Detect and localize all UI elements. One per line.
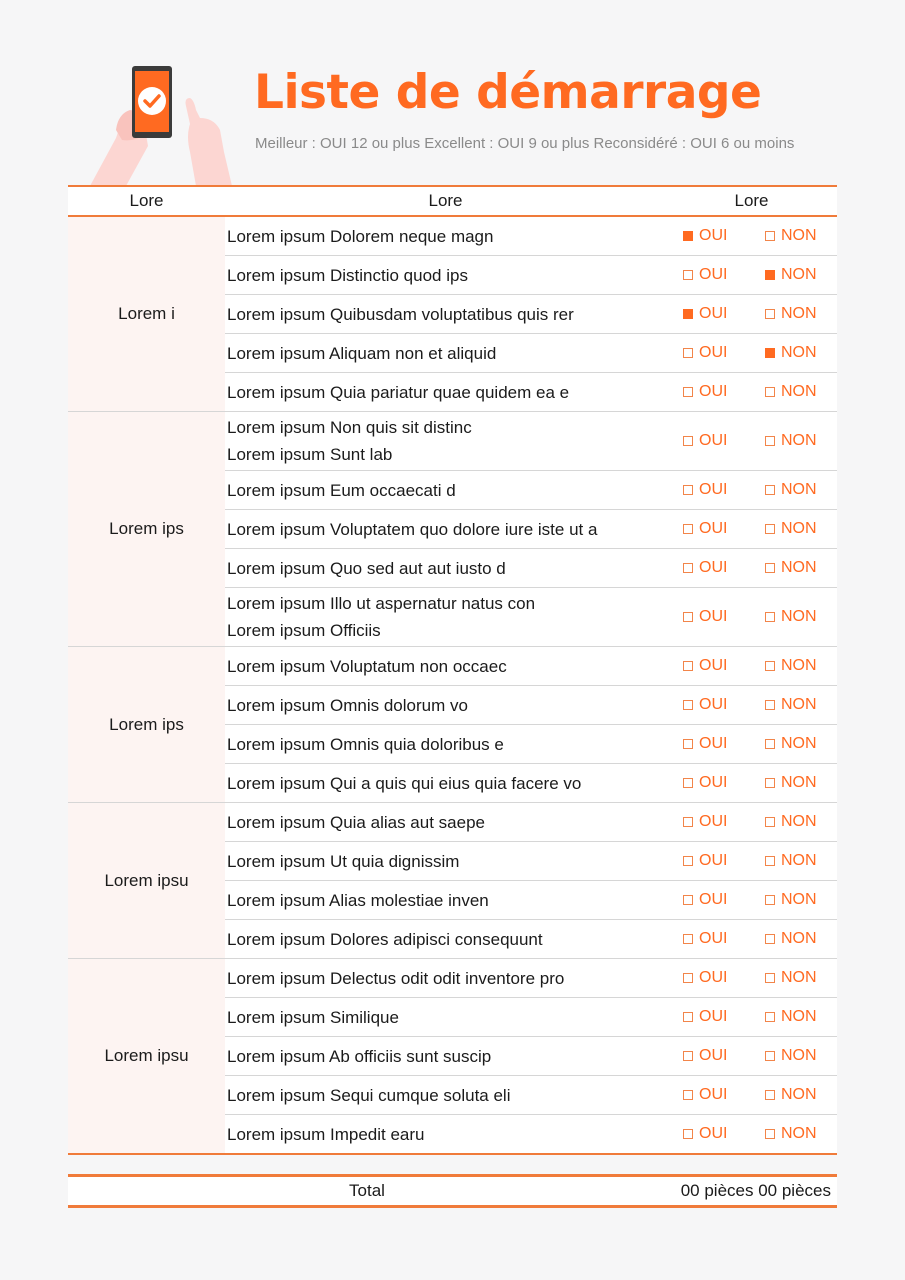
item-line: Lorem ipsum Qui a quis qui eius quia facere vo [227,773,582,793]
item-text [225,764,666,802]
category-label: Lorem i [68,217,225,411]
non-checkbox[interactable] [765,305,817,323]
oui-checkbox[interactable] [683,344,765,362]
item-text [225,803,666,841]
non-checkbox[interactable] [765,891,817,909]
unchecked-box-icon[interactable] [765,1051,775,1061]
table-row [225,256,837,295]
table-body [68,217,837,1155]
scoring-legend: Meilleur : OUI 12 ou plus Excellent : OUI 9 ou plus Reconsidéré : OUI 6 ou moins [255,135,795,152]
non-checkbox-label: NON [781,696,817,713]
item-line: Lorem ipsum Voluptatum non occaec [227,656,507,676]
non-checkbox[interactable] [765,1086,817,1104]
oui-checkbox[interactable] [683,559,765,577]
non-checkbox-label: NON [781,774,817,791]
table-row [225,920,837,958]
table-row [225,217,837,256]
checked-box-icon[interactable] [683,309,693,319]
item-line: Lorem ipsum Quia pariatur quae quidem ea e [227,382,570,402]
item-text [225,549,666,587]
unchecked-box-icon[interactable] [683,895,693,905]
unchecked-box-icon[interactable] [765,934,775,944]
item-text [225,881,666,919]
item-line: Lorem ipsum Aliquam non et aliquid [227,343,497,363]
non-checkbox-label: NON [781,1047,817,1064]
unchecked-box-icon[interactable] [683,661,693,671]
non-checkbox[interactable] [765,383,817,401]
item-line: Lorem ipsum Omnis dolorum vo [227,695,468,715]
item-line: Lorem ipsum Impedit earu [227,1124,425,1144]
unchecked-box-icon[interactable] [683,1129,693,1139]
item-text [225,998,666,1036]
non-checkbox-label: NON [781,969,817,986]
item-line: Lorem ipsum Non quis sit distinc [227,418,472,437]
non-checkbox-label: NON [781,266,817,283]
unchecked-box-icon[interactable] [683,387,693,397]
unchecked-box-icon[interactable] [765,231,775,241]
table-header [68,185,837,217]
non-checkbox[interactable] [765,227,817,245]
non-checkbox[interactable] [765,520,817,538]
table-row [225,1037,837,1076]
table-row [225,725,837,764]
non-checkbox-label: NON [781,344,817,361]
category-label: Lorem ips [68,412,225,646]
table-row [225,1115,837,1153]
oui-checkbox-label: OUI [699,696,728,713]
item-text [225,1037,666,1075]
oui-checkbox-label: OUI [699,1125,728,1142]
oui-checkbox[interactable] [683,227,765,245]
unchecked-box-icon[interactable] [683,973,693,983]
unchecked-box-icon[interactable] [765,700,775,710]
item-line: Lorem ipsum Voluptatem quo dolore iure iste ut a [227,519,598,539]
table-row [225,1076,837,1115]
category-label: Lorem ipsu [68,959,225,1153]
unchecked-box-icon[interactable] [765,973,775,983]
item-line: Lorem ipsum Distinctio quod ips [227,265,468,285]
table-row [225,334,837,373]
table-row [225,881,837,920]
oui-checkbox-label: OUI [699,481,728,498]
table-row [225,647,837,686]
oui-checkbox[interactable] [683,930,765,948]
unchecked-box-icon[interactable] [765,1129,775,1139]
unchecked-box-icon[interactable] [683,817,693,827]
item-text [225,920,666,958]
item-line: Lorem ipsum Quia alias aut saepe [227,812,485,832]
unchecked-box-icon[interactable] [683,856,693,866]
oui-checkbox-label: OUI [699,657,728,674]
oui-checkbox[interactable] [683,520,765,538]
non-checkbox[interactable] [765,774,817,792]
oui-checkbox-label: OUI [699,930,728,947]
unchecked-box-icon[interactable] [683,934,693,944]
non-checkbox-label: NON [781,227,817,244]
table-row [225,471,837,510]
unchecked-box-icon[interactable] [683,436,693,446]
oui-checkbox-label: OUI [699,1047,728,1064]
unchecked-box-icon[interactable] [765,436,775,446]
item-line: Lorem ipsum Sequi cumque soluta eli [227,1085,511,1105]
oui-checkbox-label: OUI [699,774,728,791]
oui-checkbox[interactable] [683,1008,765,1026]
non-checkbox-label: NON [781,735,817,752]
oui-checkbox[interactable] [683,608,765,626]
oui-checkbox[interactable] [683,891,765,909]
table-row [225,998,837,1037]
table-row [225,510,837,549]
checklist-table [68,185,837,1155]
unchecked-box-icon[interactable] [765,485,775,495]
unchecked-box-icon[interactable] [683,612,693,622]
category-group [68,959,837,1153]
item-line: Lorem ipsum Illo ut aspernatur natus con [227,594,536,613]
phone-check-icon [86,60,246,186]
oui-checkbox[interactable] [683,852,765,870]
item-text [225,217,666,255]
table-row [225,588,837,646]
item-text [225,412,666,470]
unchecked-box-icon[interactable] [765,661,775,671]
non-checkbox[interactable] [765,432,817,450]
unchecked-box-icon[interactable] [683,778,693,788]
item-text [225,1115,666,1153]
non-checkbox-label: NON [781,608,817,625]
non-checkbox-label: NON [781,432,817,449]
oui-checkbox-label: OUI [699,559,728,576]
table-row [225,764,837,802]
table-row [225,803,837,842]
table-row [225,686,837,725]
item-line: Lorem ipsum Alias molestiae inven [227,890,489,910]
checked-box-icon[interactable] [765,270,775,280]
checked-box-icon[interactable] [765,348,775,358]
non-checkbox[interactable] [765,344,817,362]
table-row [225,959,837,998]
oui-checkbox[interactable] [683,1086,765,1104]
item-line: Lorem ipsum Similique [227,1007,399,1027]
non-checkbox[interactable] [765,266,817,284]
oui-checkbox[interactable] [683,735,765,753]
unchecked-box-icon[interactable] [683,739,693,749]
oui-checkbox[interactable] [683,266,765,284]
non-checkbox[interactable] [765,481,817,499]
oui-checkbox[interactable] [683,481,765,499]
unchecked-box-icon[interactable] [683,700,693,710]
oui-checkbox[interactable] [683,1047,765,1065]
item-line: Lorem ipsum Sunt lab [227,445,393,464]
table-row [225,295,837,334]
non-checkbox-label: NON [781,520,817,537]
table-row [225,842,837,881]
category-label: Lorem ips [68,647,225,802]
item-line: Lorem ipsum Ut quia dignissim [227,851,460,871]
non-checkbox[interactable] [765,735,817,753]
non-checkbox[interactable] [765,657,817,675]
oui-checkbox[interactable] [683,383,765,401]
item-text [225,725,666,763]
oui-checkbox-label: OUI [699,227,728,244]
oui-checkbox-label: OUI [699,520,728,537]
unchecked-box-icon[interactable] [683,1051,693,1061]
unchecked-box-icon[interactable] [765,612,775,622]
column-header-category: Lore [129,191,164,210]
column-header-item: Lore [428,191,463,210]
item-line: Lorem ipsum Quibusdam voluptatibus quis rer [227,304,574,324]
phone-check-illustration [86,60,246,186]
item-text [225,295,666,333]
item-text [225,647,666,685]
non-checkbox[interactable] [765,930,817,948]
unchecked-box-icon[interactable] [683,563,693,573]
total-values: 00 pièces 00 pièces [680,1181,831,1200]
non-checkbox-label: NON [781,559,817,576]
column-header-answer: Lore [734,191,769,210]
non-checkbox-label: NON [781,383,817,400]
page-title: Liste de démarrage [254,65,762,120]
oui-checkbox[interactable] [683,1125,765,1143]
unchecked-box-icon[interactable] [683,270,693,280]
item-line: Lorem ipsum Officiis [227,621,381,640]
category-group [68,412,837,647]
item-line: Lorem ipsum Quo sed aut aut iusto d [227,558,506,578]
oui-checkbox[interactable] [683,813,765,831]
unchecked-box-icon[interactable] [765,895,775,905]
oui-checkbox-label: OUI [699,969,728,986]
item-line: Lorem ipsum Delectus odit odit inventore pro [227,968,565,988]
oui-checkbox-label: OUI [699,852,728,869]
item-text [225,471,666,509]
oui-checkbox-label: OUI [699,266,728,283]
non-checkbox[interactable] [765,1125,817,1143]
item-line: Lorem ipsum Ab officiis sunt suscip [227,1046,492,1066]
non-checkbox-label: NON [781,1125,817,1142]
unchecked-box-icon[interactable] [765,778,775,788]
unchecked-box-icon[interactable] [765,739,775,749]
table-row [225,549,837,588]
non-checkbox-label: NON [781,930,817,947]
item-line: Lorem ipsum Dolorem neque magn [227,226,494,246]
oui-checkbox[interactable] [683,696,765,714]
oui-checkbox-label: OUI [699,383,728,400]
non-checkbox-label: NON [781,891,817,908]
non-checkbox-label: NON [781,813,817,830]
unchecked-box-icon[interactable] [765,817,775,827]
oui-checkbox-label: OUI [699,1008,728,1025]
oui-checkbox[interactable] [683,657,765,675]
non-checkbox-label: NON [781,852,817,869]
category-group [68,217,837,412]
unchecked-box-icon[interactable] [765,1012,775,1022]
table-row [225,412,837,471]
category-label: Lorem ipsu [68,803,225,958]
non-checkbox[interactable] [765,852,817,870]
non-checkbox[interactable] [765,969,817,987]
category-group [68,803,837,959]
non-checkbox-label: NON [781,481,817,498]
oui-checkbox[interactable] [683,774,765,792]
item-text [225,334,666,372]
oui-checkbox-label: OUI [699,1086,728,1103]
checked-box-icon[interactable] [683,231,693,241]
oui-checkbox-label: OUI [699,305,728,322]
item-text [225,373,666,411]
total-label: Total [349,1181,385,1200]
non-checkbox[interactable] [765,1008,817,1026]
oui-checkbox[interactable] [683,969,765,987]
oui-checkbox-label: OUI [699,891,728,908]
non-checkbox-label: NON [781,657,817,674]
item-text [225,256,666,294]
item-text [225,959,666,997]
category-group [68,647,837,803]
item-text [225,842,666,880]
unchecked-box-icon[interactable] [765,309,775,319]
non-checkbox[interactable] [765,813,817,831]
non-checkbox-label: NON [781,1008,817,1025]
non-checkbox[interactable] [765,559,817,577]
oui-checkbox-label: OUI [699,344,728,361]
total-row [68,1174,837,1208]
unchecked-box-icon[interactable] [765,563,775,573]
unchecked-box-icon[interactable] [765,1090,775,1100]
non-checkbox-label: NON [781,1086,817,1103]
item-line: Lorem ipsum Omnis quia doloribus e [227,734,504,754]
unchecked-box-icon[interactable] [683,1012,693,1022]
oui-checkbox[interactable] [683,305,765,323]
item-text [225,588,666,646]
unchecked-box-icon[interactable] [683,1090,693,1100]
non-checkbox[interactable] [765,696,817,714]
non-checkbox[interactable] [765,608,817,626]
item-line: Lorem ipsum Eum occaecati d [227,480,456,500]
oui-checkbox-label: OUI [699,432,728,449]
item-text [225,1076,666,1114]
item-line: Lorem ipsum Dolores adipisci consequunt [227,929,543,949]
oui-checkbox-label: OUI [699,608,728,625]
table-row [225,373,837,411]
oui-checkbox-label: OUI [699,735,728,752]
unchecked-box-icon[interactable] [765,387,775,397]
oui-checkbox-label: OUI [699,813,728,830]
oui-checkbox[interactable] [683,432,765,450]
item-text [225,510,666,548]
unchecked-box-icon[interactable] [683,485,693,495]
non-checkbox-label: NON [781,305,817,322]
unchecked-box-icon[interactable] [765,856,775,866]
non-checkbox[interactable] [765,1047,817,1065]
unchecked-box-icon[interactable] [765,524,775,534]
item-text [225,686,666,724]
unchecked-box-icon[interactable] [683,348,693,358]
unchecked-box-icon[interactable] [683,524,693,534]
